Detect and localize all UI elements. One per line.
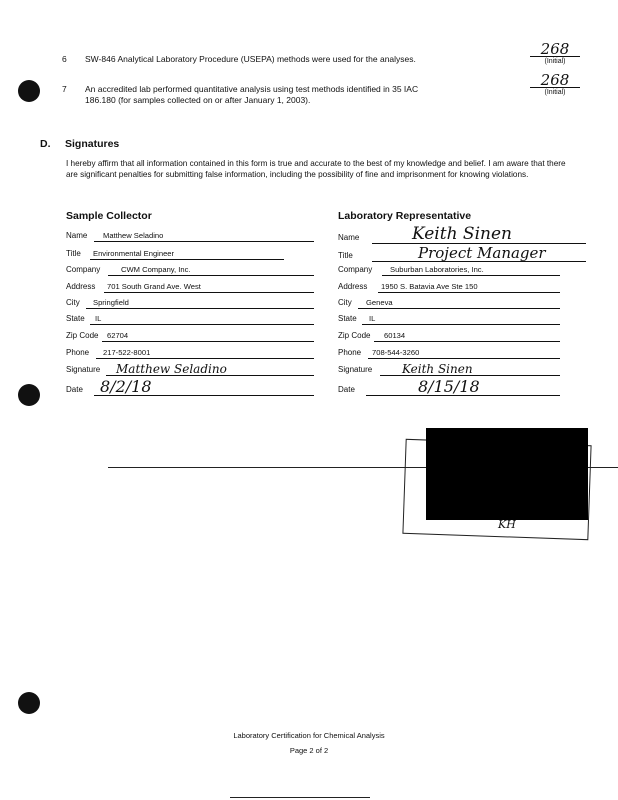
field-underline bbox=[358, 308, 560, 309]
field-label: Company bbox=[66, 265, 101, 274]
field-underline bbox=[378, 292, 560, 293]
initial-box-item-6 bbox=[530, 42, 580, 66]
initial-label: (Initial) bbox=[544, 58, 566, 65]
collector-address: 701 South Grand Ave. West bbox=[107, 282, 201, 291]
field-label: Address bbox=[338, 282, 368, 291]
field-label: State bbox=[66, 314, 85, 323]
field-label: Title bbox=[66, 249, 81, 258]
collector-phone: 217-522-8001 bbox=[103, 348, 151, 357]
lab-name-row bbox=[338, 226, 586, 244]
collector-city-row bbox=[66, 295, 314, 309]
footer-page-number: Page 2 of 2 bbox=[289, 746, 329, 755]
field-label: State bbox=[338, 314, 357, 323]
hole-punch-middle bbox=[18, 384, 40, 406]
certification-item-6 bbox=[62, 54, 482, 66]
field-underline bbox=[90, 324, 314, 325]
field-underline bbox=[108, 275, 314, 276]
affirmation-paragraph: I hereby affirm that all information contained in this form is true and accurate to the best of my knowledge and belief. I am aware that there are significant penalties for submitting false information, including the possibility of fine and imprisonment for knowing violations. bbox=[66, 159, 566, 179]
item-text: SW-846 Analytical Laboratory Procedure (USEPA) methods were used for the analyses. bbox=[85, 54, 416, 64]
section-title: Signatures bbox=[65, 138, 120, 150]
lab-title: Project Manager bbox=[418, 244, 546, 262]
collector-signature: Matthew Seladino bbox=[116, 362, 227, 376]
hole-punch-top bbox=[18, 80, 40, 102]
collector-date: 8/2/18 bbox=[100, 377, 152, 396]
lab-state-row bbox=[338, 311, 560, 325]
collector-address-row bbox=[66, 279, 314, 293]
lab-address: 1950 S. Batavia Ave Ste 150 bbox=[381, 282, 478, 291]
field-underline bbox=[374, 341, 560, 342]
field-label: Title bbox=[338, 251, 353, 260]
collector-heading: Sample Collector bbox=[66, 210, 152, 222]
collector-signature-row bbox=[66, 362, 314, 376]
certification-item-7 bbox=[62, 84, 482, 108]
lab-phone: 708-544-3260 bbox=[372, 348, 420, 357]
lab-phone-row bbox=[338, 345, 560, 359]
bottom-rule bbox=[230, 797, 370, 798]
collector-state: IL bbox=[95, 314, 102, 323]
lab-name: Keith Sinen bbox=[412, 224, 512, 244]
item-text-line2: 186.180 (for samples collected on or after January 1, 2003). bbox=[85, 95, 311, 105]
collector-title-row bbox=[66, 246, 284, 260]
lab-address-row bbox=[338, 279, 560, 293]
collector-company-row bbox=[66, 262, 314, 276]
collector-date-row bbox=[66, 378, 314, 396]
initials-handwritten: 268 bbox=[530, 42, 580, 57]
field-label: Phone bbox=[338, 348, 362, 357]
field-label: Phone bbox=[66, 348, 90, 357]
lab-state: IL bbox=[369, 314, 376, 323]
section-letter: D. bbox=[40, 138, 51, 150]
lab-zip: 60134 bbox=[384, 331, 406, 340]
field-underline bbox=[90, 259, 284, 260]
field-label: Zip Code bbox=[66, 331, 99, 340]
footer-title: Laboratory Certification for Chemical Analysis bbox=[233, 731, 385, 740]
field-underline bbox=[362, 324, 560, 325]
collector-state-row bbox=[66, 311, 314, 325]
field-label: Name bbox=[66, 231, 88, 240]
lab-heading: Laboratory Representative bbox=[338, 210, 472, 222]
field-label: City bbox=[338, 298, 352, 307]
collector-zip-row bbox=[66, 328, 314, 342]
lab-company: Suburban Laboratories, Inc. bbox=[390, 265, 484, 274]
initial-label: (Initial) bbox=[544, 89, 566, 96]
field-label: Date bbox=[338, 385, 355, 394]
field-label: Date bbox=[66, 385, 83, 394]
field-underline bbox=[382, 275, 560, 276]
stamp-initials: KH bbox=[498, 518, 516, 531]
lab-city-row bbox=[338, 295, 560, 309]
field-label: City bbox=[66, 298, 80, 307]
collector-company: CWM Company, Inc. bbox=[121, 265, 191, 274]
item-text-line1: An accredited lab performed quantitative analysis using test methods identified in 35 IAC bbox=[85, 84, 419, 94]
initials-handwritten: 268 bbox=[530, 73, 580, 88]
field-label: Address bbox=[66, 282, 96, 291]
section-heading bbox=[40, 138, 119, 150]
field-underline bbox=[104, 292, 314, 293]
field-label: Company bbox=[338, 265, 373, 274]
field-underline bbox=[96, 358, 314, 359]
collector-title: Environmental Engineer bbox=[93, 249, 175, 258]
collector-name: Matthew Seladino bbox=[103, 231, 164, 240]
lab-date: 8/15/18 bbox=[418, 377, 480, 396]
lab-signature-row bbox=[338, 362, 560, 376]
collector-name-row bbox=[66, 228, 314, 242]
lab-zip-row bbox=[338, 328, 560, 342]
hole-punch-bottom bbox=[18, 692, 40, 714]
item-number: 6 bbox=[62, 54, 67, 64]
lab-title-row bbox=[338, 244, 586, 262]
lab-date-row bbox=[338, 378, 560, 396]
field-underline bbox=[368, 358, 560, 359]
collector-zip: 62704 bbox=[107, 331, 129, 340]
field-label: Signature bbox=[338, 365, 373, 374]
field-underline bbox=[86, 308, 314, 309]
collector-city: Springfield bbox=[93, 298, 129, 307]
field-underline bbox=[102, 341, 314, 342]
lab-city: Geneva bbox=[366, 298, 393, 307]
redaction-block bbox=[426, 428, 588, 520]
field-label: Zip Code bbox=[338, 331, 371, 340]
item-number: 7 bbox=[62, 84, 67, 94]
field-label: Name bbox=[338, 233, 360, 242]
field-label: Signature bbox=[66, 365, 101, 374]
lab-company-row bbox=[338, 262, 560, 276]
field-underline bbox=[94, 241, 314, 242]
lab-signature: Keith Sinen bbox=[402, 362, 473, 376]
initial-box-item-7 bbox=[530, 73, 580, 97]
collector-phone-row bbox=[66, 345, 314, 359]
